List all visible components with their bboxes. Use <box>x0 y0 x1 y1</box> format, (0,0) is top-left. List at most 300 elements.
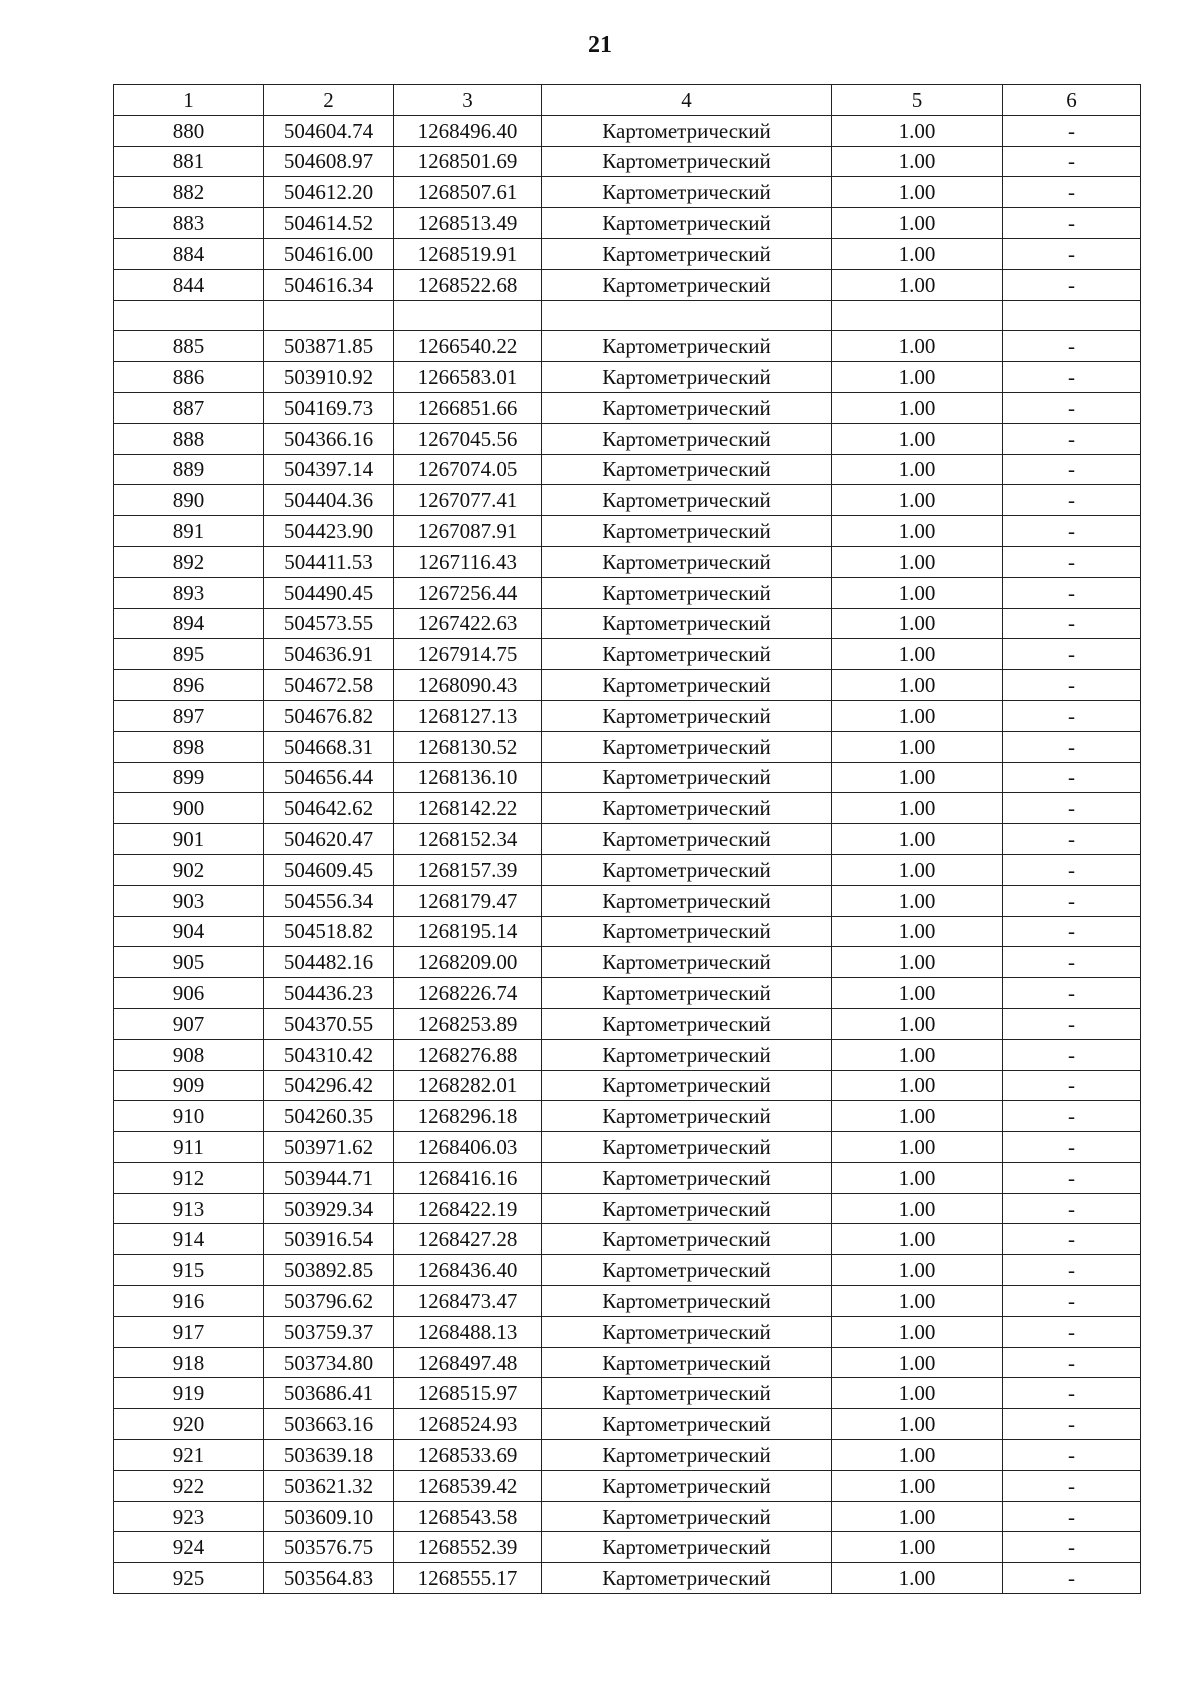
table-row <box>114 1532 1141 1563</box>
point-number-cell: 885 <box>114 331 264 362</box>
method-cell: Картометрический <box>542 208 832 239</box>
note-cell: - <box>1003 146 1141 177</box>
y-coordinate-cell: 1268555.17 <box>394 1563 542 1594</box>
accuracy-cell: 1.00 <box>832 762 1003 793</box>
x-coordinate-cell: 503734.80 <box>264 1347 394 1378</box>
y-coordinate-cell: 1268179.47 <box>394 885 542 916</box>
method-cell: Картометрический <box>542 731 832 762</box>
table-row <box>114 854 1141 885</box>
x-coordinate-cell: 504436.23 <box>264 978 394 1009</box>
table-row <box>114 1409 1141 1440</box>
method-cell: Картометрический <box>542 331 832 362</box>
note-cell: - <box>1003 577 1141 608</box>
table-row <box>114 516 1141 547</box>
accuracy-cell: 1.00 <box>832 454 1003 485</box>
note-cell: - <box>1003 331 1141 362</box>
method-cell: Картометрический <box>542 1008 832 1039</box>
method-cell: Картометрический <box>542 854 832 885</box>
point-number-cell: 898 <box>114 731 264 762</box>
method-cell: Картометрический <box>542 485 832 516</box>
point-number-cell: 888 <box>114 423 264 454</box>
table-row <box>114 208 1141 239</box>
y-coordinate-cell: 1268522.68 <box>394 269 542 300</box>
table-row <box>114 824 1141 855</box>
point-number-cell: 892 <box>114 546 264 577</box>
x-coordinate-cell: 504609.45 <box>264 854 394 885</box>
point-number-cell: 925 <box>114 1563 264 1594</box>
method-cell: Картометрический <box>542 885 832 916</box>
x-coordinate-cell: 503892.85 <box>264 1255 394 1286</box>
y-coordinate-cell: 1267914.75 <box>394 639 542 670</box>
accuracy-cell: 1.00 <box>832 731 1003 762</box>
point-number-cell: 914 <box>114 1224 264 1255</box>
method-cell: Картометрический <box>542 577 832 608</box>
point-number-cell: 912 <box>114 1162 264 1193</box>
accuracy-cell: 1.00 <box>832 546 1003 577</box>
x-coordinate-cell: 504411.53 <box>264 546 394 577</box>
y-coordinate-cell: 1268496.40 <box>394 115 542 146</box>
table-row <box>114 1039 1141 1070</box>
method-cell: Картометрический <box>542 392 832 423</box>
y-coordinate-cell: 1266540.22 <box>394 331 542 362</box>
accuracy-cell: 1.00 <box>832 1316 1003 1347</box>
point-number-cell: 894 <box>114 608 264 639</box>
x-coordinate-cell: 503639.18 <box>264 1440 394 1471</box>
accuracy-cell: 1.00 <box>832 1101 1003 1132</box>
method-cell: Картометрический <box>542 423 832 454</box>
method-cell: Картометрический <box>542 1255 832 1286</box>
method-cell: Картометрический <box>542 516 832 547</box>
point-number-cell: 844 <box>114 269 264 300</box>
note-cell: - <box>1003 1008 1141 1039</box>
accuracy-cell: 1.00 <box>832 177 1003 208</box>
point-number-cell: 882 <box>114 177 264 208</box>
y-coordinate-cell: 1268519.91 <box>394 238 542 269</box>
table-row <box>114 1193 1141 1224</box>
method-cell: Картометрический <box>542 1378 832 1409</box>
method-cell: Картометрический <box>542 1162 832 1193</box>
method-cell: Картометрический <box>542 824 832 855</box>
point-number-cell: 895 <box>114 639 264 670</box>
point-number-cell: 896 <box>114 670 264 701</box>
accuracy-cell: 1.00 <box>832 577 1003 608</box>
method-cell: Картометрический <box>542 362 832 393</box>
point-number-cell: 919 <box>114 1378 264 1409</box>
note-cell: - <box>1003 516 1141 547</box>
x-coordinate-cell: 503621.32 <box>264 1470 394 1501</box>
x-coordinate-cell: 503971.62 <box>264 1132 394 1163</box>
note-cell: - <box>1003 1132 1141 1163</box>
accuracy-cell: 1.00 <box>832 331 1003 362</box>
accuracy-cell: 1.00 <box>832 670 1003 701</box>
point-number-cell: 901 <box>114 824 264 855</box>
point-number-cell: 880 <box>114 115 264 146</box>
table-row <box>114 300 1141 331</box>
note-cell: - <box>1003 1470 1141 1501</box>
table-row <box>114 947 1141 978</box>
note-cell: - <box>1003 1286 1141 1317</box>
x-coordinate-cell: 504656.44 <box>264 762 394 793</box>
column-header: 2 <box>264 85 394 116</box>
y-coordinate-cell: 1268515.97 <box>394 1378 542 1409</box>
accuracy-cell: 1.00 <box>832 269 1003 300</box>
note-cell: - <box>1003 639 1141 670</box>
method-cell: Картометрический <box>542 146 832 177</box>
point-number-cell: 902 <box>114 854 264 885</box>
point-number-cell: 890 <box>114 485 264 516</box>
note-cell: - <box>1003 1563 1141 1594</box>
note-cell: - <box>1003 1070 1141 1101</box>
x-coordinate-cell: 503910.92 <box>264 362 394 393</box>
x-coordinate-cell: 504614.52 <box>264 208 394 239</box>
method-cell: Картометрический <box>542 916 832 947</box>
x-coordinate-cell: 504573.55 <box>264 608 394 639</box>
coordinates-table <box>113 84 1141 1594</box>
method-cell: Картометрический <box>542 1039 832 1070</box>
point-number-cell: 909 <box>114 1070 264 1101</box>
note-cell: - <box>1003 608 1141 639</box>
note-cell: - <box>1003 177 1141 208</box>
table-row <box>114 1440 1141 1471</box>
point-number-cell: 911 <box>114 1132 264 1163</box>
method-cell: Картометрический <box>542 1070 832 1101</box>
y-coordinate-cell: 1268539.42 <box>394 1470 542 1501</box>
point-number-cell: 897 <box>114 700 264 731</box>
accuracy-cell: 1.00 <box>832 146 1003 177</box>
table-body <box>114 115 1141 1593</box>
table-row <box>114 793 1141 824</box>
accuracy-cell: 1.00 <box>832 1470 1003 1501</box>
table-row <box>114 1255 1141 1286</box>
x-coordinate-cell: 504642.62 <box>264 793 394 824</box>
x-coordinate-cell: 504672.58 <box>264 670 394 701</box>
accuracy-cell: 1.00 <box>832 362 1003 393</box>
accuracy-cell: 1.00 <box>832 793 1003 824</box>
y-coordinate-cell: 1268488.13 <box>394 1316 542 1347</box>
table-row <box>114 238 1141 269</box>
point-number-cell: 904 <box>114 916 264 947</box>
y-coordinate-cell: 1268226.74 <box>394 978 542 1009</box>
note-cell: - <box>1003 1255 1141 1286</box>
accuracy-cell: 1.00 <box>832 1286 1003 1317</box>
y-coordinate-cell: 1267074.05 <box>394 454 542 485</box>
note-cell: - <box>1003 423 1141 454</box>
method-cell: Картометрический <box>542 1316 832 1347</box>
accuracy-cell: 1.00 <box>832 1039 1003 1070</box>
point-number-cell: 924 <box>114 1532 264 1563</box>
y-coordinate-cell: 1268152.34 <box>394 824 542 855</box>
accuracy-cell: 1.00 <box>832 1070 1003 1101</box>
y-coordinate-cell: 1268416.16 <box>394 1162 542 1193</box>
y-coordinate-cell: 1268533.69 <box>394 1440 542 1471</box>
note-cell: - <box>1003 115 1141 146</box>
x-coordinate-cell: 504366.16 <box>264 423 394 454</box>
point-number-cell: 923 <box>114 1501 264 1532</box>
note-cell: - <box>1003 731 1141 762</box>
table-row <box>114 362 1141 393</box>
method-cell: Картометрический <box>542 793 832 824</box>
x-coordinate-cell: 504169.73 <box>264 392 394 423</box>
x-coordinate-cell: 503796.62 <box>264 1286 394 1317</box>
point-number-cell: 908 <box>114 1039 264 1070</box>
y-coordinate-cell: 1268497.48 <box>394 1347 542 1378</box>
point-number-cell: 913 <box>114 1193 264 1224</box>
table-header-row <box>114 85 1141 116</box>
point-number-cell: 903 <box>114 885 264 916</box>
x-coordinate-cell: 503929.34 <box>264 1193 394 1224</box>
table-row <box>114 1224 1141 1255</box>
accuracy-cell: 1.00 <box>832 516 1003 547</box>
point-number-cell: 920 <box>114 1409 264 1440</box>
method-cell: Картометрический <box>542 238 832 269</box>
point-number-cell <box>114 300 264 331</box>
note-cell: - <box>1003 1378 1141 1409</box>
accuracy-cell: 1.00 <box>832 1409 1003 1440</box>
accuracy-cell: 1.00 <box>832 1501 1003 1532</box>
table-header <box>114 85 1141 116</box>
note-cell: - <box>1003 454 1141 485</box>
x-coordinate-cell: 504620.47 <box>264 824 394 855</box>
table-row <box>114 115 1141 146</box>
note-cell: - <box>1003 1316 1141 1347</box>
method-cell: Картометрический <box>542 978 832 1009</box>
accuracy-cell: 1.00 <box>832 1193 1003 1224</box>
point-number-cell: 889 <box>114 454 264 485</box>
table-row <box>114 392 1141 423</box>
method-cell: Картометрический <box>542 1193 832 1224</box>
method-cell: Картометрический <box>542 115 832 146</box>
point-number-cell: 905 <box>114 947 264 978</box>
y-coordinate-cell: 1267256.44 <box>394 577 542 608</box>
y-coordinate-cell: 1267422.63 <box>394 608 542 639</box>
x-coordinate-cell: 503576.75 <box>264 1532 394 1563</box>
point-number-cell: 907 <box>114 1008 264 1039</box>
method-cell: Картометрический <box>542 1440 832 1471</box>
accuracy-cell: 1.00 <box>832 700 1003 731</box>
note-cell: - <box>1003 362 1141 393</box>
point-number-cell: 922 <box>114 1470 264 1501</box>
accuracy-cell: 1.00 <box>832 1563 1003 1594</box>
y-coordinate-cell: 1268136.10 <box>394 762 542 793</box>
table-row <box>114 1470 1141 1501</box>
accuracy-cell: 1.00 <box>832 238 1003 269</box>
column-header: 5 <box>832 85 1003 116</box>
note-cell: - <box>1003 238 1141 269</box>
accuracy-cell: 1.00 <box>832 608 1003 639</box>
x-coordinate-cell: 504404.36 <box>264 485 394 516</box>
table-row <box>114 577 1141 608</box>
table-row <box>114 1162 1141 1193</box>
column-header: 3 <box>394 85 542 116</box>
x-coordinate-cell: 503759.37 <box>264 1316 394 1347</box>
y-coordinate-cell: 1268209.00 <box>394 947 542 978</box>
y-coordinate-cell: 1266851.66 <box>394 392 542 423</box>
method-cell: Картометрический <box>542 670 832 701</box>
table-row <box>114 331 1141 362</box>
note-cell: - <box>1003 885 1141 916</box>
method-cell: Картометрический <box>542 269 832 300</box>
table-row <box>114 700 1141 731</box>
note-cell: - <box>1003 1532 1141 1563</box>
accuracy-cell: 1.00 <box>832 392 1003 423</box>
table-row <box>114 670 1141 701</box>
note-cell: - <box>1003 670 1141 701</box>
note-cell: - <box>1003 1347 1141 1378</box>
note-cell: - <box>1003 824 1141 855</box>
x-coordinate-cell: 504296.42 <box>264 1070 394 1101</box>
method-cell: Картометрический <box>542 1224 832 1255</box>
y-coordinate-cell: 1267087.91 <box>394 516 542 547</box>
accuracy-cell: 1.00 <box>832 1132 1003 1163</box>
note-cell: - <box>1003 269 1141 300</box>
x-coordinate-cell: 503609.10 <box>264 1501 394 1532</box>
point-number-cell: 917 <box>114 1316 264 1347</box>
table-row <box>114 485 1141 516</box>
table-row <box>114 454 1141 485</box>
x-coordinate-cell: 504612.20 <box>264 177 394 208</box>
accuracy-cell: 1.00 <box>832 1347 1003 1378</box>
point-number-cell: 881 <box>114 146 264 177</box>
x-coordinate-cell: 503944.71 <box>264 1162 394 1193</box>
point-number-cell: 891 <box>114 516 264 547</box>
x-coordinate-cell: 503564.83 <box>264 1563 394 1594</box>
note-cell: - <box>1003 1039 1141 1070</box>
note-cell: - <box>1003 916 1141 947</box>
method-cell: Картометрический <box>542 1409 832 1440</box>
y-coordinate-cell: 1268427.28 <box>394 1224 542 1255</box>
table-row <box>114 731 1141 762</box>
accuracy-cell: 1.00 <box>832 1224 1003 1255</box>
method-cell <box>542 300 832 331</box>
accuracy-cell: 1.00 <box>832 824 1003 855</box>
column-header: 4 <box>542 85 832 116</box>
method-cell: Картометрический <box>542 1470 832 1501</box>
table-row <box>114 885 1141 916</box>
x-coordinate-cell: 504310.42 <box>264 1039 394 1070</box>
table-row <box>114 423 1141 454</box>
x-coordinate-cell: 504556.34 <box>264 885 394 916</box>
x-coordinate-cell: 504676.82 <box>264 700 394 731</box>
y-coordinate-cell: 1268282.01 <box>394 1070 542 1101</box>
table-row <box>114 1286 1141 1317</box>
point-number-cell: 906 <box>114 978 264 1009</box>
accuracy-cell: 1.00 <box>832 115 1003 146</box>
y-coordinate-cell: 1268253.89 <box>394 1008 542 1039</box>
accuracy-cell <box>832 300 1003 331</box>
method-cell: Картометрический <box>542 454 832 485</box>
y-coordinate-cell: 1268127.13 <box>394 700 542 731</box>
point-number-cell: 918 <box>114 1347 264 1378</box>
y-coordinate-cell: 1266583.01 <box>394 362 542 393</box>
method-cell: Картометрический <box>542 639 832 670</box>
method-cell: Картометрический <box>542 1347 832 1378</box>
method-cell: Картометрический <box>542 1101 832 1132</box>
x-coordinate-cell: 504370.55 <box>264 1008 394 1039</box>
table-row <box>114 1101 1141 1132</box>
table-row <box>114 1563 1141 1594</box>
point-number-cell: 893 <box>114 577 264 608</box>
note-cell: - <box>1003 485 1141 516</box>
point-number-cell: 910 <box>114 1101 264 1132</box>
note-cell: - <box>1003 1440 1141 1471</box>
table-row <box>114 608 1141 639</box>
x-coordinate-cell: 504608.97 <box>264 146 394 177</box>
y-coordinate-cell: 1268296.18 <box>394 1101 542 1132</box>
accuracy-cell: 1.00 <box>832 1255 1003 1286</box>
note-cell: - <box>1003 1409 1141 1440</box>
x-coordinate-cell: 504616.00 <box>264 238 394 269</box>
method-cell: Картометрический <box>542 546 832 577</box>
point-number-cell: 884 <box>114 238 264 269</box>
accuracy-cell: 1.00 <box>832 485 1003 516</box>
table-row <box>114 1378 1141 1409</box>
x-coordinate-cell <box>264 300 394 331</box>
method-cell: Картометрический <box>542 1563 832 1594</box>
method-cell: Картометрический <box>542 608 832 639</box>
accuracy-cell: 1.00 <box>832 1532 1003 1563</box>
x-coordinate-cell: 504616.34 <box>264 269 394 300</box>
note-cell: - <box>1003 700 1141 731</box>
y-coordinate-cell: 1267116.43 <box>394 546 542 577</box>
x-coordinate-cell: 503686.41 <box>264 1378 394 1409</box>
y-coordinate-cell: 1268436.40 <box>394 1255 542 1286</box>
x-coordinate-cell: 504260.35 <box>264 1101 394 1132</box>
x-coordinate-cell: 504668.31 <box>264 731 394 762</box>
x-coordinate-cell: 504490.45 <box>264 577 394 608</box>
point-number-cell: 899 <box>114 762 264 793</box>
y-coordinate-cell: 1268422.19 <box>394 1193 542 1224</box>
column-header: 6 <box>1003 85 1141 116</box>
y-coordinate-cell: 1268524.93 <box>394 1409 542 1440</box>
point-number-cell: 886 <box>114 362 264 393</box>
table-row <box>114 146 1141 177</box>
method-cell: Картометрический <box>542 1286 832 1317</box>
note-cell: - <box>1003 1101 1141 1132</box>
table-row <box>114 762 1141 793</box>
y-coordinate-cell: 1268157.39 <box>394 854 542 885</box>
y-coordinate-cell: 1268513.49 <box>394 208 542 239</box>
y-coordinate-cell: 1268543.58 <box>394 1501 542 1532</box>
y-coordinate-cell: 1268090.43 <box>394 670 542 701</box>
table-row <box>114 1501 1141 1532</box>
x-coordinate-cell: 503663.16 <box>264 1409 394 1440</box>
x-coordinate-cell: 504604.74 <box>264 115 394 146</box>
x-coordinate-cell: 504636.91 <box>264 639 394 670</box>
accuracy-cell: 1.00 <box>832 916 1003 947</box>
table-row <box>114 546 1141 577</box>
y-coordinate-cell: 1268406.03 <box>394 1132 542 1163</box>
y-coordinate-cell: 1268473.47 <box>394 1286 542 1317</box>
y-coordinate-cell: 1268507.61 <box>394 177 542 208</box>
table-row <box>114 1008 1141 1039</box>
x-coordinate-cell: 504482.16 <box>264 947 394 978</box>
method-cell: Картометрический <box>542 177 832 208</box>
y-coordinate-cell: 1268195.14 <box>394 916 542 947</box>
page-number: 21 <box>588 32 612 58</box>
x-coordinate-cell: 503916.54 <box>264 1224 394 1255</box>
table-row <box>114 639 1141 670</box>
accuracy-cell: 1.00 <box>832 978 1003 1009</box>
note-cell <box>1003 300 1141 331</box>
method-cell: Картометрический <box>542 1132 832 1163</box>
column-header: 1 <box>114 85 264 116</box>
y-coordinate-cell: 1267045.56 <box>394 423 542 454</box>
note-cell: - <box>1003 392 1141 423</box>
accuracy-cell: 1.00 <box>832 423 1003 454</box>
method-cell: Картометрический <box>542 1532 832 1563</box>
note-cell: - <box>1003 1193 1141 1224</box>
accuracy-cell: 1.00 <box>832 1008 1003 1039</box>
